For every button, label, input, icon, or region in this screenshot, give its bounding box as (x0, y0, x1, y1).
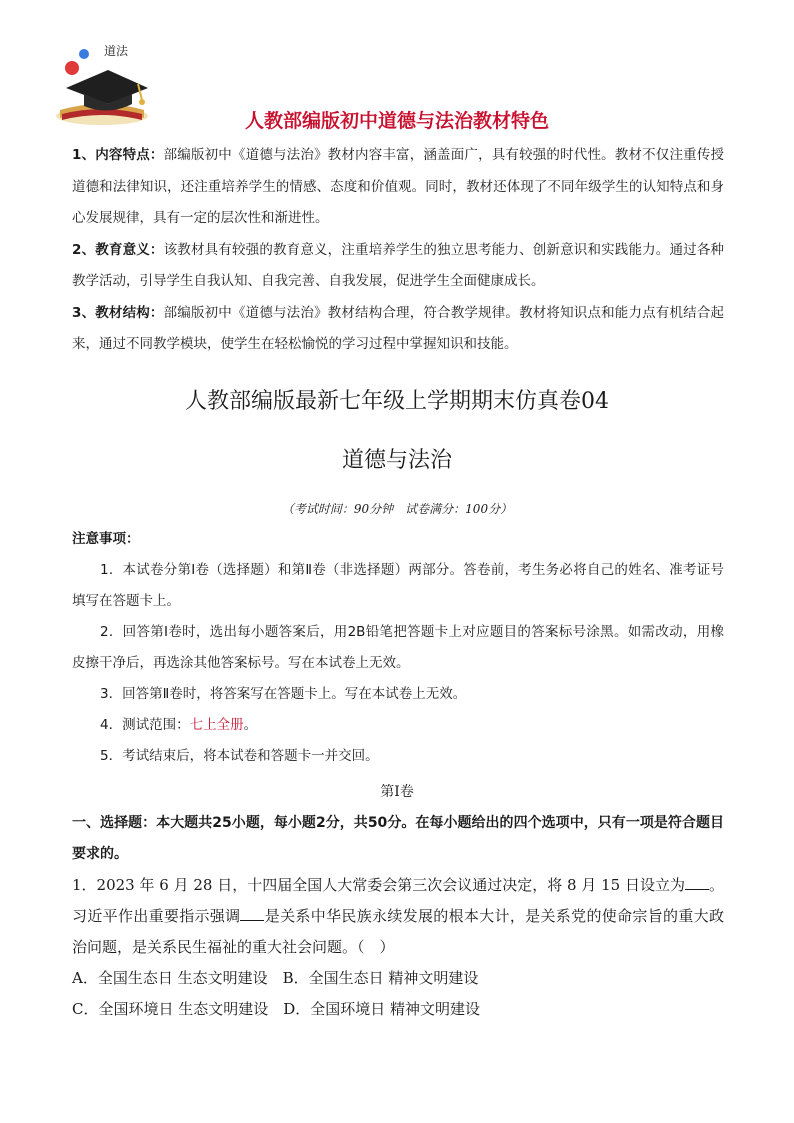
notes-item-1: 1．本试卷分第Ⅰ卷（选择题）和第Ⅱ卷（非选择题）两部分。答卷前，考生务必将自己的姓名、准考证号填写在答题卡上。 (72, 562, 724, 609)
promo-item-1: 1、内容特点：部编版初中《道德与法治》教材内容丰富，涵盖面广，具有较强的时代性。教材不仅注重传授道德和法律知识，还注重培养学生的情感、态度和价值观。同时，教材还体现了不同年级学生的认知特点和身心发展规律，具有一定的层次性和渐进性。 (72, 147, 724, 226)
notes-item-5: 5．考试结束后，将本试卷和答题卡一并交回。 (100, 748, 379, 764)
promo-title: 人教部编版初中道德与法治教材特色 (244, 110, 549, 132)
promo-item-3: 3、教材结构：部编版初中《道德与法治》教材结构合理，符合教学规律。教材将知识点和能力点有机结合起来，通过不同教学模块，使学生在轻松愉悦的学习过程中掌握知识和技能。 (72, 304, 724, 352)
notes-item-4: 4．测试范围：七上全册。 (100, 717, 258, 733)
promo-item-2: 2、教育意义：该教材具有较强的教育意义，注重培养学生的独立思考能力、创新意识和实践能力。通过各种教学活动，引导学生自我认知、自我完善、自我发展，促进学生全面健康成长。 (72, 241, 724, 289)
option-row-ab: A．全国生态日 生态文明建设 B．全国生态日 精神文明建设 (72, 969, 479, 987)
exam-info: （考试时间：90分钟 试卷满分：100分） (281, 502, 513, 516)
question-1-options (72, 963, 724, 1025)
option-row-cd: C．全国环境日 生态文明建设 D．全国环境日 精神文明建设 (72, 1000, 481, 1018)
test-scope: 七上全册 (189, 717, 244, 733)
logo-label: 道法 (104, 44, 129, 58)
section-heading: 一、选择题：本大题共25小题，每小题2分，共50分。在每小题给出的四个选项中，只有一项是符合题目要求的。 (72, 815, 724, 862)
volume-label: 第Ⅰ卷 (380, 784, 414, 800)
question-1: 1．2023 年 6 月 28 日，十四届全国人大常委会第三次会议通过决定，将 8 月 15 日设立为 。习近平作出重要指示强调 是关系中华民族永续发展的根本大计，是关系党的使命宗旨的重大政治问题，是关系民生福祉的重大社会问题。（ ） (72, 876, 724, 956)
exam-subject: 道德与法治 (341, 448, 452, 473)
notes-section (72, 524, 724, 772)
notes-item-2: 2．回答第Ⅰ卷时，选出每小题答案后，用2B铅笔把答题卡上对应题目的答案标号涂黑。如需改动，用橡皮擦干净后，再选涂其他答案标号。写在本试卷上无效。 (72, 624, 724, 671)
answer-blank (685, 874, 709, 890)
notes-heading: 注意事项： (72, 531, 140, 547)
promo-section (72, 140, 724, 361)
answer-blank (240, 905, 264, 921)
exam-title: 人教部编版最新七年级上学期期末仿真卷04 (185, 389, 609, 414)
notes-item-3: 3．回答第Ⅱ卷时，将答案写在答题卡上。写在本试卷上无效。 (100, 686, 467, 702)
